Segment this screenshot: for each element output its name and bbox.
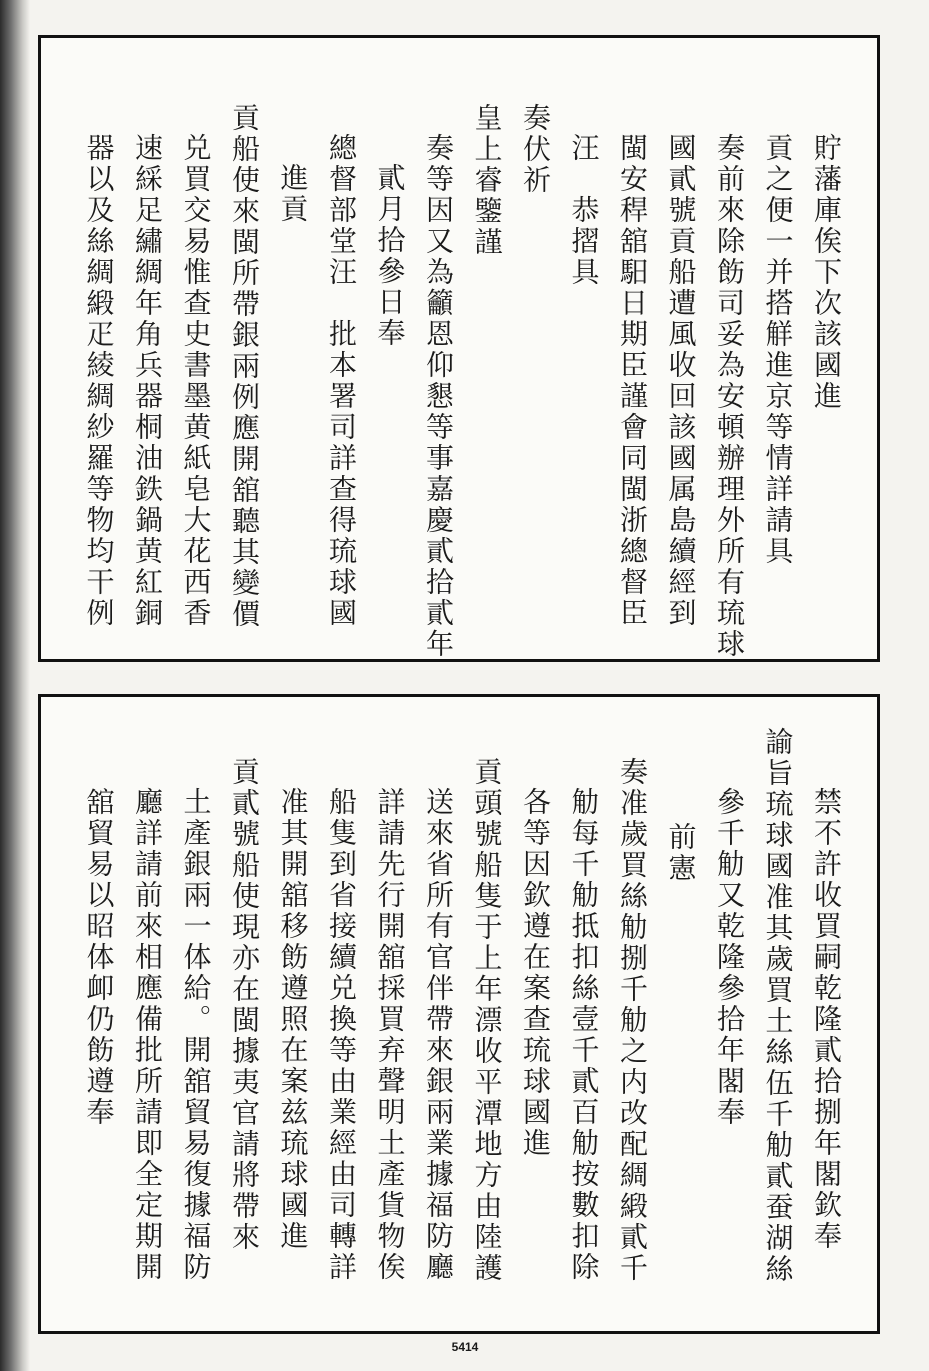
text-column: 土產銀兩一体給。開舘貿易復據福防 [179,787,213,1283]
text-column: 船隻到省接續兑換等由業經由司轉詳 [325,787,358,1283]
text-column: 速綵足繡綢年角兵器桐油鉄鍋黄紅銅 [131,133,164,629]
bottom-text-panel [38,694,880,1334]
text-column: 貳月拾參日奉 [373,163,407,349]
text-column: 禁不許收買嗣乾隆貳拾捌年閣欽奉 [810,787,843,1252]
text-column: 送來省所有官伴帶來銀兩業據福防廳 [422,787,455,1283]
text-column: 兑買交易惟查史書墨黄紙皂大花西香 [179,133,213,629]
text-column: 諭旨琉球國准其歲買土絲伍千觔貳蚕湖絲 [761,727,795,1285]
text-column: 器以及絲綢緞疋綾綢紗羅等物均干例 [82,133,116,629]
text-column: 汪 恭摺具 [567,133,601,288]
text-column: 貢頭號船隻于上年漂收平潭地方由陸護 [470,757,504,1284]
text-column: 總督部堂汪 批本署司詳查得琉球國 [325,133,358,629]
text-column: 前憲 [664,822,698,884]
text-column: 奏等因又為籲恩仰懇等事嘉慶貳拾貳年 [422,133,455,660]
text-column: 各等因欽遵在案查琉球國進 [519,787,552,1159]
text-column: 奏准歲買絲觔捌千觔之内改配綢緞貳千 [616,757,649,1284]
text-column: 貯藩庫俟下次該國進 [810,133,843,412]
top-text-panel [38,35,880,662]
binding-gutter [0,0,30,1371]
text-column: 貢之便一并搭觧進京等情詳請具 [761,133,795,567]
text-column: 廳詳請前來相應備批所請即全定期開 [131,787,164,1283]
text-column: 奏前來除飭司妥為安頓辦理外所有琉球 [713,133,746,660]
text-column: 國貳號貢船遭風收回該國属島續經到 [664,133,698,629]
text-column: 貢貳號船使現亦在閩據夷官請將帶來 [228,757,261,1253]
text-column: 皇上睿鑒謹 [470,103,504,258]
text-column: 閩安稈舘馹日期臣謹會同閩浙總督臣 [616,133,649,629]
text-column: 參千觔又乾隆參拾年閣奉 [713,787,746,1128]
text-column: 奏伏祈 [519,103,552,196]
text-column: 進貢 [276,163,310,225]
text-column: 准其開舘移飭遵照在案兹琉球國進 [276,787,310,1252]
text-column: 詳請先行開舘採買弃聲明土產貨物俟 [373,787,407,1283]
text-column: 舘貿易以昭体卹仍飭遵奉 [82,787,116,1128]
text-column: 觔每千觔抵扣絲壹千貳百觔按數扣除 [567,787,601,1283]
text-column: 貢船使來閩所帶銀兩例應開舘聽其變價 [228,103,261,630]
page-number: 5414 [451,1340,479,1354]
